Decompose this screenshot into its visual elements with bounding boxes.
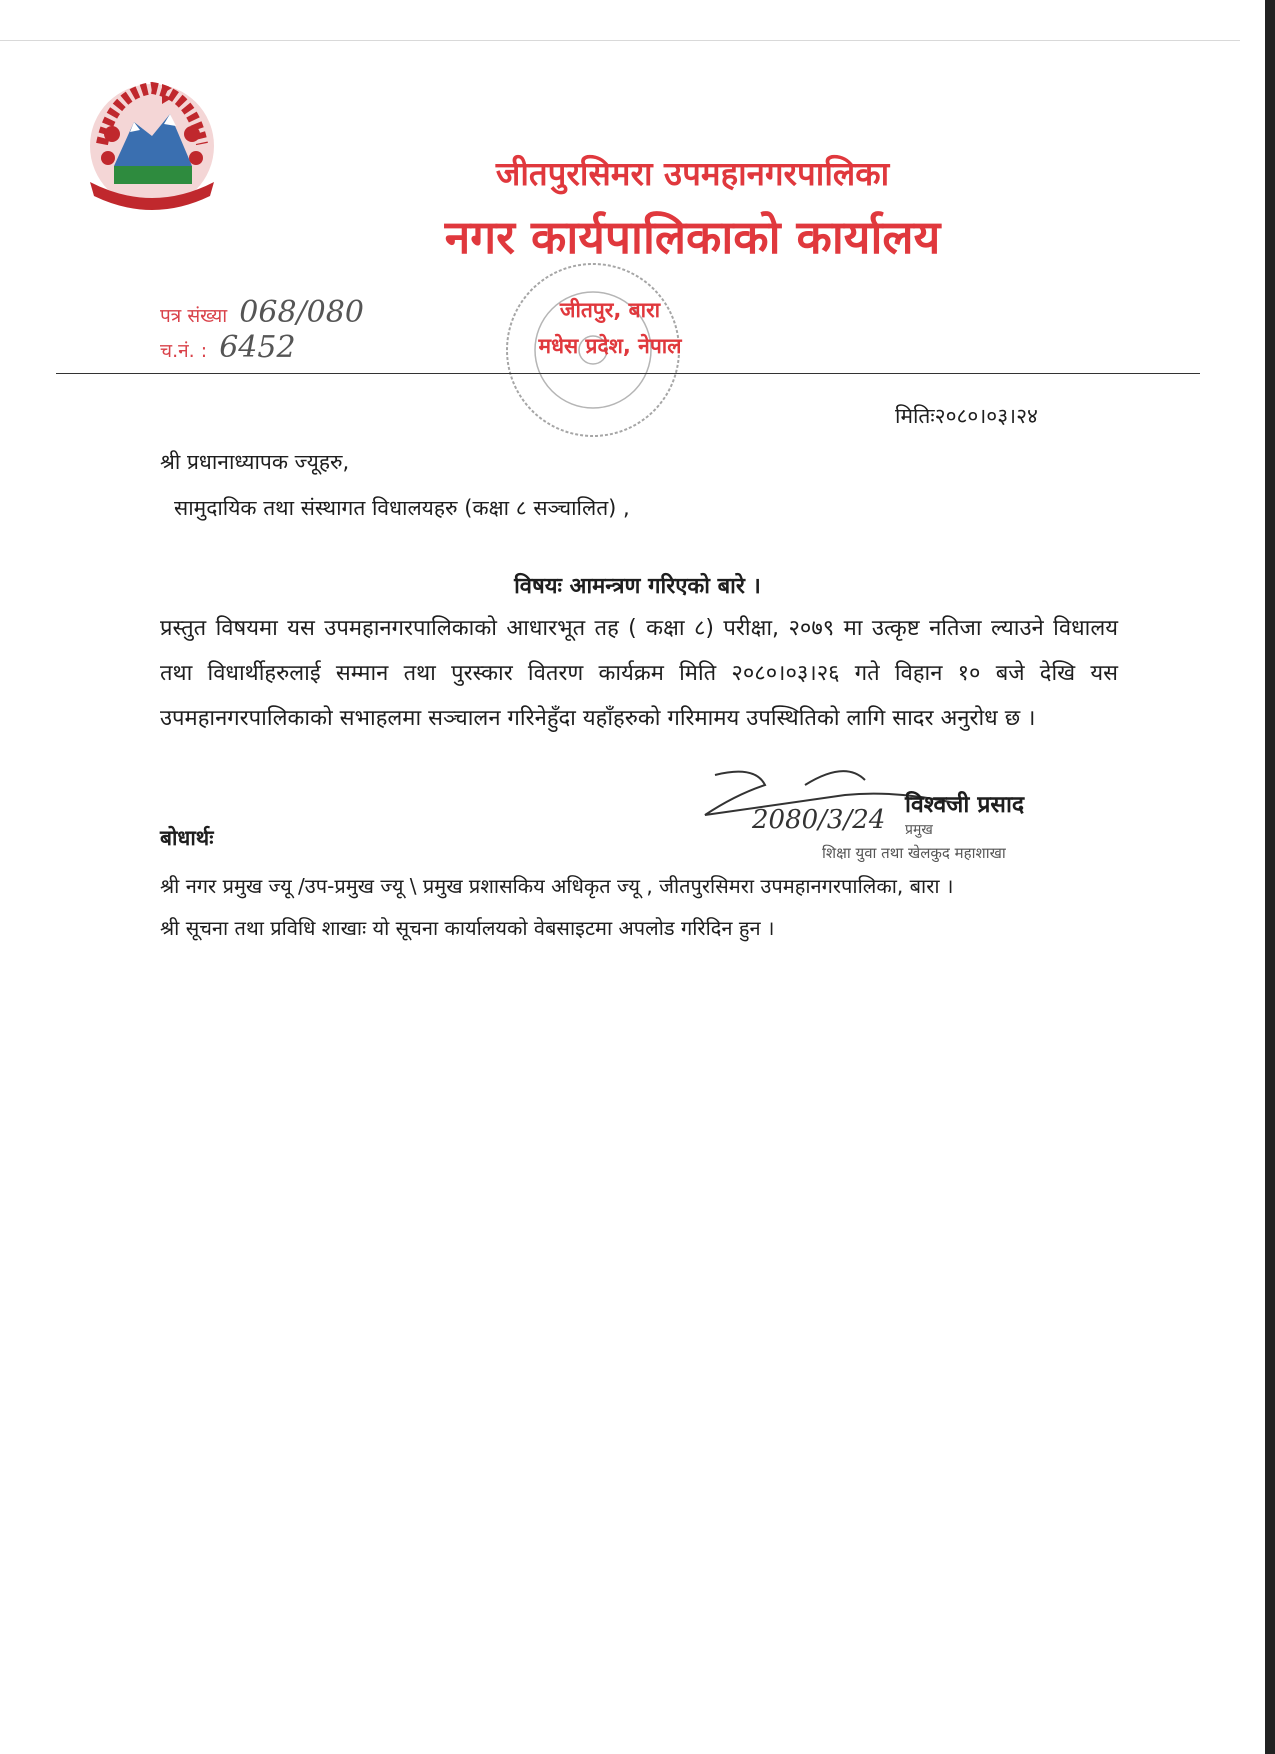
chalani-number <box>160 330 296 365</box>
patra-value: 068/080 <box>239 295 364 330</box>
header-divider <box>56 373 1200 374</box>
recipient-line-2: सामुदायिक तथा संस्थागत विधालयहरु (कक्षा ८ सञ्चालित) , <box>174 496 630 520</box>
patra-sankhya <box>160 295 364 330</box>
municipality-name: जीतपुरसिमरा उपमहानगरपालिका <box>495 154 890 193</box>
letter-date: मितिः२०८०।०३।२४ <box>895 404 1038 428</box>
signature-date: 2080/3/24 <box>752 805 886 835</box>
signatory-role: प्रमुख <box>905 822 933 838</box>
office-name: नगर कार्यपालिकाको कार्यालय <box>444 210 941 264</box>
chalani-value: 6452 <box>219 330 296 365</box>
signatory-name: विश्वजी प्रसाद <box>905 792 1025 818</box>
letter-subject: विषयः आमन्त्रण गरिएको बारे । <box>514 574 761 599</box>
letter-body: प्रस्तुत विषयमा यस उपमहानगरपालिकाको आधारभूत तह ( कक्षा ८) परीक्षा, २०७९ मा उत्कृष्ट नतिजा ल्याउने विधालय तथा विधार्थीहरुलाई सम्मान तथा पुरस्कार वितरण कार्यक्रम मिति २०८०।०३।२६ गते विहान १० बजे देखि यस उपमहानगरपालिकाको सभाहलमा सञ्चालन गरिनेहुँदा यहाँहरुको गरिमामय उपस्थितिको लागि सादर अनुरोध छ । <box>160 616 1118 731</box>
cc-line-2: श्री सूचना तथा प्रविधि शाखाः यो सूचना कार्यालयको वेबसाइटमा अपलोड गरिदिन हुन । <box>160 916 775 940</box>
patra-label: पत्र संख्या <box>160 305 228 327</box>
signatory-department: शिक्षा युवा तथा खेलकुद महाशाखा <box>822 844 1006 862</box>
address-line-2: मधेस प्रदेश, नेपाल <box>538 334 682 358</box>
address-line-1: जीतपुर, बारा <box>559 298 661 322</box>
recipient-line-1: श्री प्रधानाध्यापक ज्यूहरु, <box>160 450 350 474</box>
cc-line-1: श्री नगर प्रमुख ज्यू /उप-प्रमुख ज्यू \ प्रमुख प्रशासकिय अधिकृत ज्यू , जीतपुरसिमरा उपमहानगरपालिका, बारा । <box>160 874 954 898</box>
top-scan-line <box>0 40 1240 41</box>
cc-label: बोधार्थः <box>160 826 214 850</box>
chalani-label: च.नं. : <box>160 340 208 362</box>
